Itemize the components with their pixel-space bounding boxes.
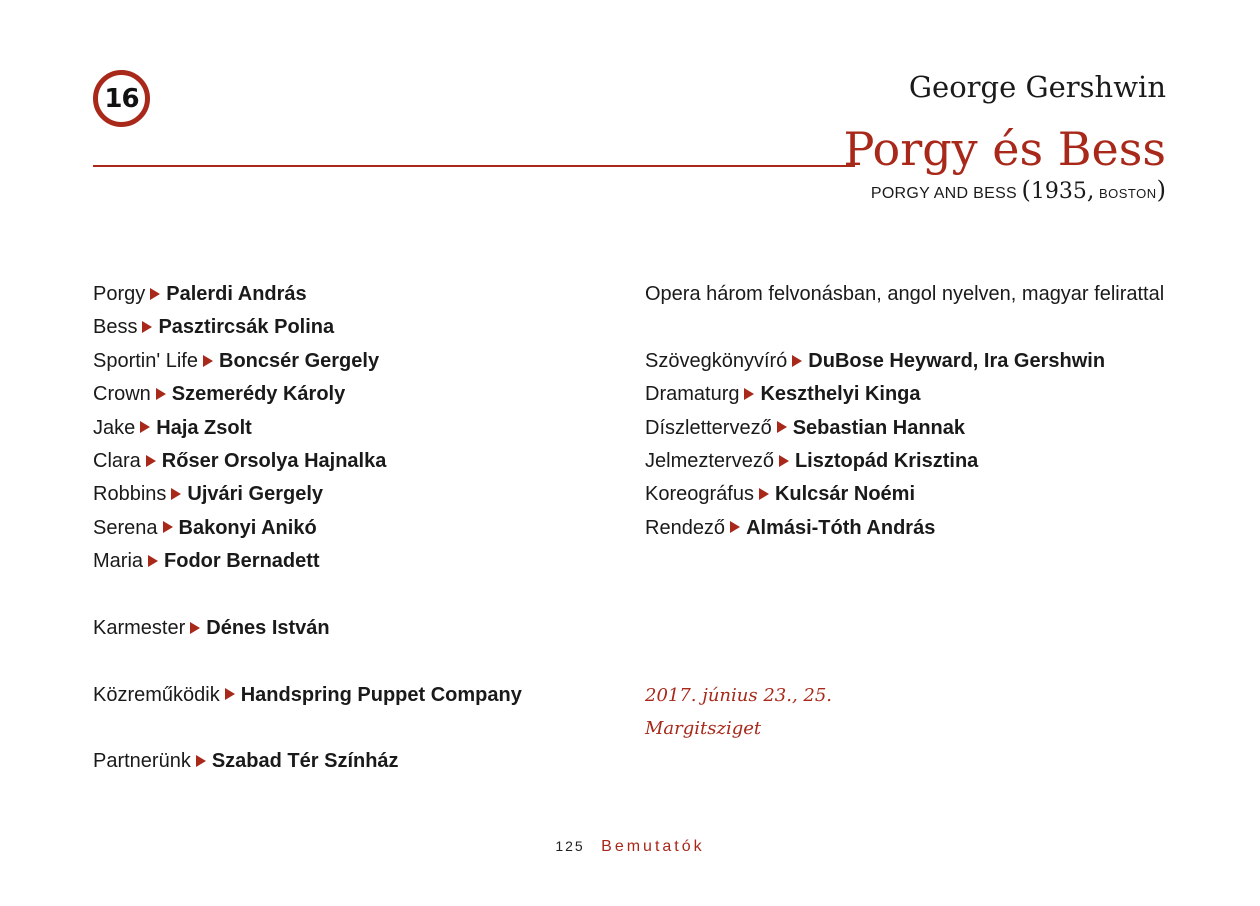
- cast-column: [93, 278, 613, 779]
- arrow-right-icon: [203, 355, 213, 367]
- conductor-role: Karmester: [93, 616, 186, 639]
- arrow-right-icon: [146, 455, 156, 467]
- cast-name: Haja Zsolt: [156, 416, 252, 439]
- cast-name: Pasztircsák Polina: [158, 316, 335, 339]
- cast-role: Bess: [93, 316, 138, 339]
- crew-column: [645, 278, 1205, 745]
- conductor-name: Dénes István: [206, 616, 330, 639]
- cast-line: [93, 478, 613, 511]
- arrow-right-icon: [150, 288, 160, 300]
- arrow-right-icon: [171, 488, 181, 500]
- original-title-line: PORGY AND BESS (1935, BOSTON): [870, 176, 1166, 204]
- cast-role: Jake: [93, 416, 136, 439]
- cast-role: Crown: [93, 383, 151, 406]
- cast-role: Sportin' Life: [93, 349, 198, 372]
- conductor-line: [93, 612, 613, 645]
- cast-line: [93, 311, 613, 344]
- collaborator-line: [93, 679, 613, 712]
- crew-name: Kulcsár Noémi: [774, 483, 916, 506]
- crew-name: Lisztopád Krisztina: [794, 449, 979, 472]
- crew-role: Dramaturg: [645, 383, 740, 406]
- arrow-right-icon: [148, 555, 158, 567]
- premiere-city: BOSTON: [1098, 186, 1157, 201]
- crew-line: [645, 445, 1205, 478]
- cast-line: [93, 378, 613, 411]
- cast-name: Bakonyi Anikó: [178, 516, 317, 539]
- partner-role: Partnerünk: [93, 750, 191, 773]
- arrow-right-icon: [142, 321, 152, 333]
- arrow-right-icon: [777, 421, 787, 433]
- cast-line: [93, 445, 613, 478]
- crew-line: [645, 412, 1205, 445]
- arrow-right-icon: [792, 355, 802, 367]
- age-rating-number: 16: [104, 83, 139, 114]
- performance-dates: 2017. június 23., 25.: [645, 684, 833, 706]
- arrow-right-icon: [190, 622, 200, 634]
- arrow-right-icon: [156, 388, 166, 400]
- title-rule: [93, 165, 855, 167]
- arrow-right-icon: [140, 421, 150, 433]
- opera-description: Opera három felvonásban, angol nyelven, magyar felirattal: [645, 283, 1165, 305]
- crew-name: Sebastian Hannak: [792, 416, 966, 439]
- crew-line: [645, 378, 1205, 411]
- crew-role: Díszlettervező: [645, 416, 772, 439]
- cast-line: [93, 512, 613, 545]
- crew-line: [645, 345, 1205, 378]
- composer-name: George Gershwin: [908, 70, 1166, 104]
- cast-line: [93, 412, 613, 445]
- cast-role: Clara: [93, 449, 141, 472]
- crew-role: Jelmeztervező: [645, 449, 774, 472]
- performance-venue: Margitsziget: [645, 718, 762, 740]
- age-rating-badge: [93, 70, 150, 127]
- cast-role: Serena: [93, 516, 158, 539]
- cast-name: Palerdi András: [166, 283, 307, 305]
- partner-line: [93, 745, 613, 778]
- cast-role: Porgy: [93, 283, 146, 305]
- cast-name: Boncsér Gergely: [219, 349, 380, 372]
- section-name: Bemutatók: [601, 838, 705, 855]
- cast-role: Robbins: [93, 483, 167, 506]
- cast-name: Rőser Orsolya Hajnalka: [161, 449, 387, 472]
- arrow-right-icon: [730, 521, 740, 533]
- arrow-right-icon: [225, 688, 235, 700]
- crew-line: [645, 512, 1205, 545]
- page-number: 125: [555, 838, 585, 854]
- cast-name: Szemerédy Károly: [171, 383, 346, 406]
- original-title: PORGY AND BESS: [870, 185, 1018, 202]
- arrow-right-icon: [163, 521, 173, 533]
- crew-name: DuBose Heyward, Ira Gershwin: [808, 349, 1106, 372]
- cast-name: Fodor Bernadett: [164, 550, 320, 573]
- partner-name: Szabad Tér Színház: [211, 750, 399, 773]
- premiere-year: 1935: [1030, 179, 1087, 204]
- cast-line: [93, 545, 613, 578]
- arrow-right-icon: [196, 755, 206, 767]
- arrow-right-icon: [744, 388, 754, 400]
- page-footer: [0, 838, 1260, 856]
- cast-name: Ujvári Gergely: [187, 483, 324, 506]
- crew-role: Koreográfus: [645, 483, 754, 506]
- collaborator-name: Handspring Puppet Company: [240, 683, 522, 706]
- crew-role: Szövegkönyvíró: [645, 349, 788, 372]
- crew-role: Rendező: [645, 516, 726, 539]
- collaborator-role: Közreműködik: [93, 683, 220, 706]
- cast-line: [93, 278, 613, 311]
- arrow-right-icon: [759, 488, 769, 500]
- crew-name: Almási-Tóth András: [746, 516, 936, 539]
- arrow-right-icon: [779, 455, 789, 467]
- opera-title: Porgy és Bess: [843, 122, 1166, 176]
- crew-line: [645, 478, 1205, 511]
- crew-name: Keszthelyi Kinga: [760, 383, 921, 406]
- cast-role: Maria: [93, 550, 144, 573]
- cast-line: [93, 345, 613, 378]
